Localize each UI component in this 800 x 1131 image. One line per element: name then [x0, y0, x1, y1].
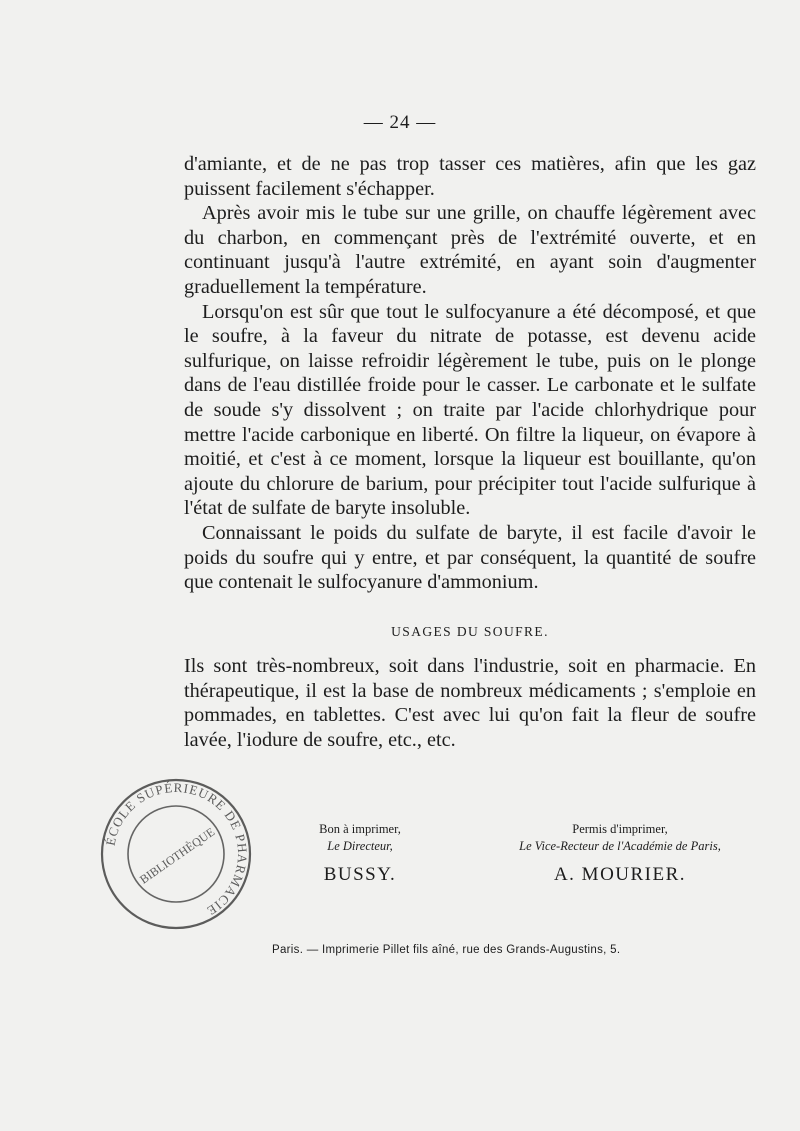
signature-right-line1: Permis d'imprimer,	[572, 822, 668, 836]
page-number: — 24 —	[363, 112, 437, 133]
paragraph-2: Après avoir mis le tube sur une grille, on chauffe légèrement avec du charbon, en commençant près de l'extrémité ouverte, et en continuant jusqu'à l'autre extrémité, en ayant soin d'augmenter graduellement la température.	[184, 202, 756, 298]
library-stamp	[96, 774, 256, 934]
main-text	[184, 152, 756, 595]
signatures	[260, 822, 740, 892]
signature-left-name: BUSSY.	[323, 864, 397, 885]
section-text	[184, 654, 756, 752]
printer-imprint: Paris. — Imprimerie Pillet fils aîné, rue des Grands-Augustins, 5.	[272, 944, 621, 956]
paragraph-4: Connaissant le poids du sulfate de baryte, il est facile d'avoir le poids du soufre qui y entre, et par conséquent, la quantité de soufre que contenait le sulfocyanure d'ammonium.	[184, 521, 756, 594]
signature-right	[485, 822, 755, 886]
signature-right-line2: Le Vice-Recteur de l'Académie de Paris,	[519, 839, 721, 853]
stamp-inner-text: BIBLIOTHÈQUE	[137, 824, 218, 887]
signature-right-name: A. MOURIER.	[553, 864, 687, 885]
signature-left-line2: Le Directeur,	[327, 839, 393, 853]
signature-left	[260, 822, 460, 886]
section-paragraph-1: Ils sont très-nombreux, soit dans l'industrie, soit en pharmacie. En thérapeutique, il est la base de nombreux médicaments ; s'emploie en pommades, en tablettes. C'est avec lui qu'on fait la fleur de soufre lavée, l'iodure de soufre, etc., etc.	[184, 655, 756, 751]
paragraph-1: d'amiante, et de ne pas trop tasser ces matières, afin que les gaz puissent facilement s'échapper.	[184, 153, 756, 200]
stamp-seal-icon	[96, 774, 256, 934]
section-heading: USAGES DU SOUFRE.	[391, 624, 549, 639]
signature-left-line1: Bon à imprimer,	[319, 822, 401, 836]
paragraph-3: Lorsqu'on est sûr que tout le sulfocyanure a été décomposé, et que le soufre, à la faveur du nitrate de potasse, est devenu acide sulfurique, on laisse refroidir légèrement le tube, puis on le plonge dans de l'eau distillée froide pour le casser. Le carbonate et le sulfate de soude s'y dissolvent ; on traite par l'acide chlorhydrique pour mettre l'acide carbonique en liberté. On filtre la liqueur, on évapore à moitié, et c'est à ce moment, lorsque la liqueur est bouillante, qu'on ajoute du chlorure de barium, pour précipiter tout l'acide sulfurique à l'état de sulfate de baryte insoluble.	[184, 300, 756, 520]
stamp-outer-text: ÉCOLE SUPÉRIEURE DE PHARMACIE	[102, 779, 251, 919]
